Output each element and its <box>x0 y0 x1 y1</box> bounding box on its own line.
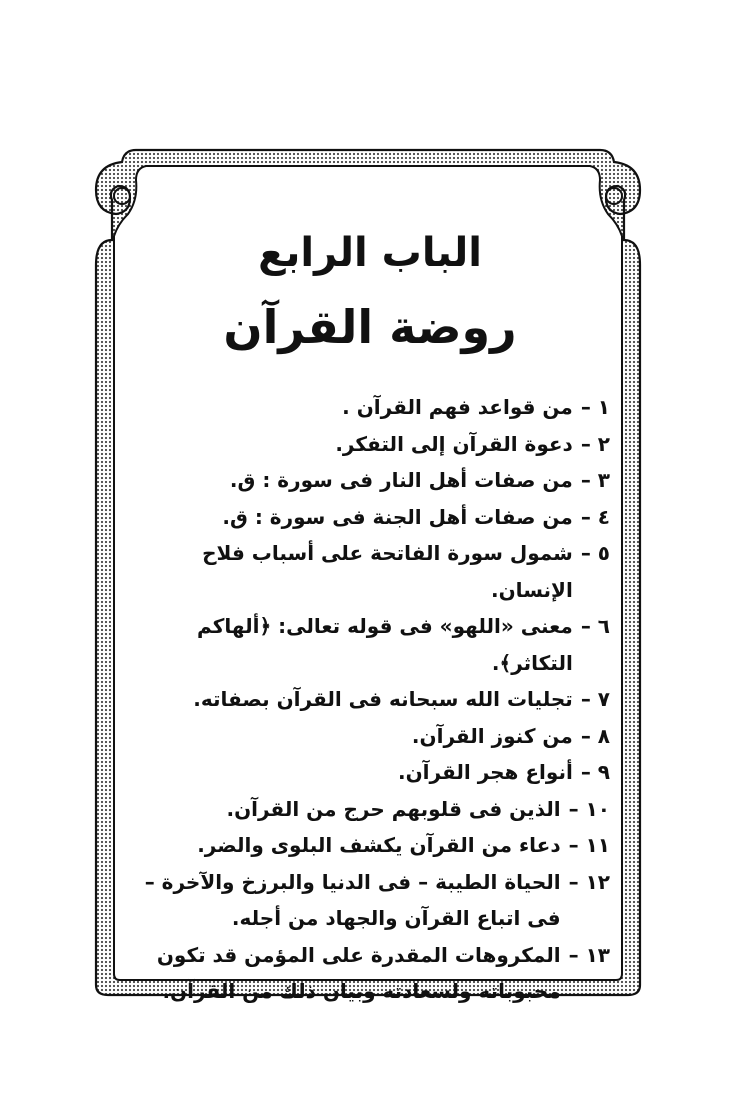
item-number: ٦ – <box>580 614 610 638</box>
list-item <box>130 499 610 536</box>
list-item <box>130 462 610 499</box>
item-text: من صفات أهل الجنة فى سورة : ق. <box>222 504 573 529</box>
list-item <box>130 681 610 718</box>
item-text: دعوة القرآن إلى التفكر. <box>335 431 573 456</box>
item-number: ١٢ – <box>568 869 610 894</box>
item-text: الذين فى قلوبهم حرج من القرآن. <box>226 796 561 821</box>
item-number: ٣ – <box>580 468 610 492</box>
item-text: من كنوز القرآن. <box>411 723 573 748</box>
list-item <box>130 937 610 1010</box>
list-item <box>130 718 610 755</box>
item-text: تجليات الله سبحانه فى القرآن بصفاته. <box>193 687 573 711</box>
list-item <box>130 535 610 608</box>
item-text: معنى «اللهو» فى قوله تعالى: ﴿ألهاكم التكاثر﴾. <box>197 614 573 675</box>
item-text: من صفات أهل النار فى سورة : ق. <box>229 468 573 492</box>
chapter-contents-page <box>130 225 610 1003</box>
item-number: ٤ – <box>580 504 610 529</box>
item-text: شمول سورة الفاتحة على أسباب فلاح الإنسان. <box>202 541 573 602</box>
table-of-contents <box>130 389 610 1010</box>
item-text: من قواعد فهم القرآن . <box>342 395 573 419</box>
item-number: ٨ – <box>580 723 610 748</box>
chapter-heading: الباب الرابع <box>258 230 482 276</box>
list-item <box>130 426 610 463</box>
item-number: ٢ – <box>580 431 610 456</box>
item-number: ١٣ – <box>568 942 610 967</box>
item-number: ١١ – <box>568 833 610 857</box>
item-text: الحياة الطيبة – فى الدنيا والبرزخ والآخرة – فى اتباع القرآن والجهاد من أجله. <box>144 869 561 930</box>
list-item <box>130 864 610 937</box>
item-number: ١ – <box>580 395 610 419</box>
list-item <box>130 827 610 864</box>
item-text: أنواع هجر القرآن. <box>398 760 573 784</box>
item-number: ١٠ – <box>568 796 610 821</box>
list-item <box>130 608 610 681</box>
chapter-title: روضة القرآن <box>223 300 517 354</box>
list-item <box>130 791 610 828</box>
list-item <box>130 389 610 426</box>
item-number: ٧ – <box>580 687 610 711</box>
item-text: المكروهات المقدرة على المؤمن قد تكون محبوباته ولسعادته وبيان ذلك من القرآن. <box>156 942 561 1003</box>
item-text: دعاء من القرآن يكشف البلوى والضر. <box>197 833 561 857</box>
item-number: ٥ – <box>580 541 610 565</box>
item-number: ٩ – <box>580 760 610 784</box>
list-item <box>130 754 610 791</box>
